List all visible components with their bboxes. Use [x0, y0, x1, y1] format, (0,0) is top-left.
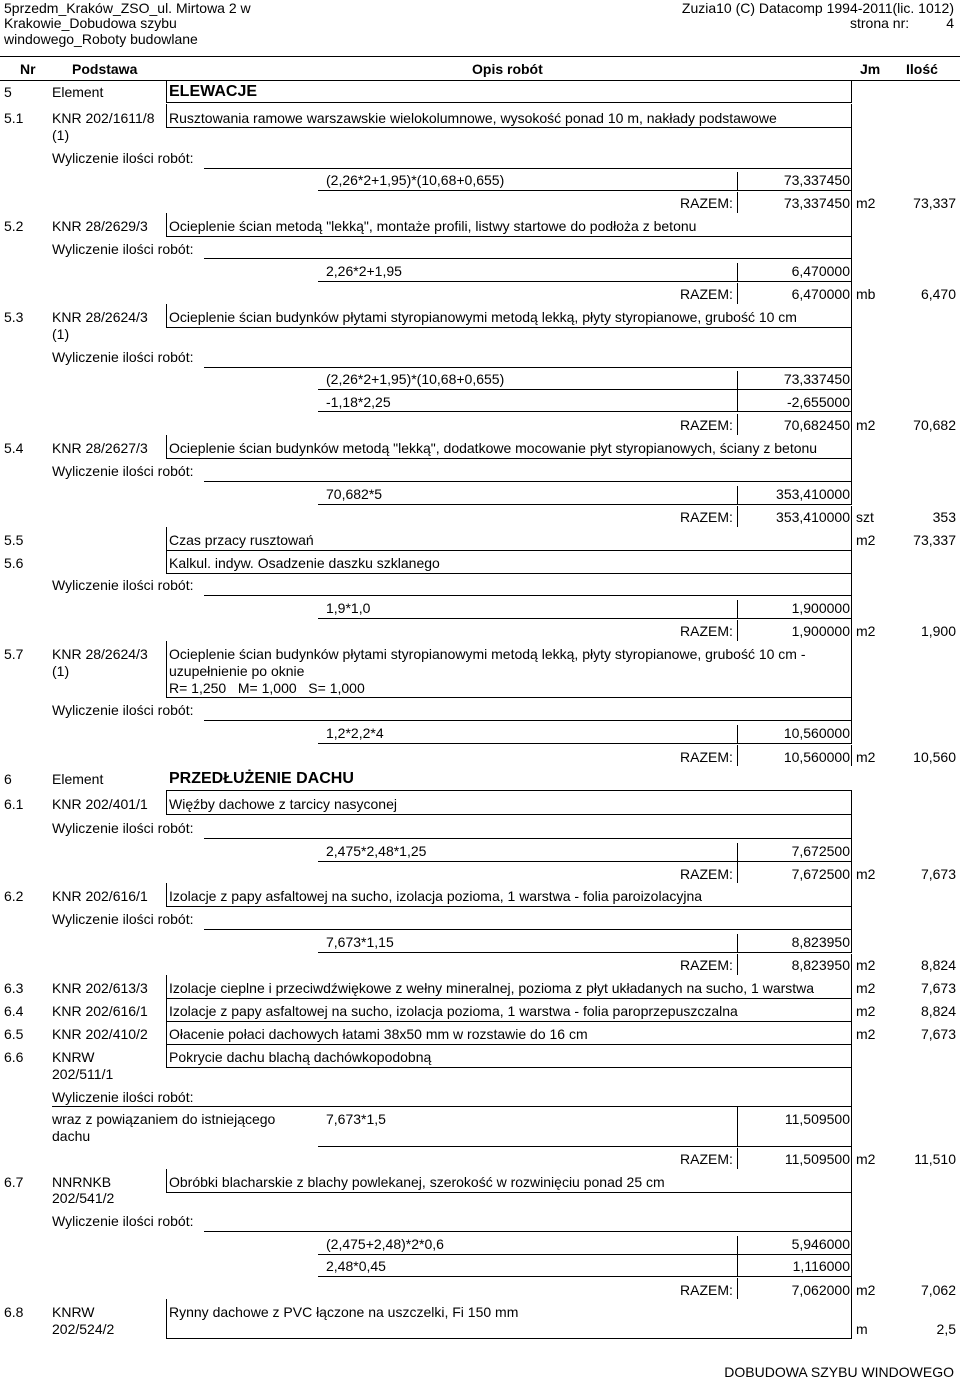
wyliczenie-label: Wyliczenie ilości robót:	[52, 150, 194, 166]
formula-value: 1,116000	[792, 1258, 850, 1274]
item-ilosc: 8,824	[920, 1003, 956, 1019]
separator	[851, 192, 852, 213]
formula: 2,48*0,45	[326, 1258, 386, 1274]
element-nr: 5	[4, 84, 12, 100]
separator	[166, 1299, 167, 1339]
separator	[166, 1192, 852, 1193]
separator	[166, 1067, 852, 1068]
separator	[737, 862, 738, 883]
separator	[737, 283, 738, 304]
item-opis: Pokrycie dachu blachą dachówkopodobną	[169, 1049, 432, 1065]
item-podstawa: KNR 202/1611/8	[52, 110, 155, 126]
item-ilosc: 1,900	[920, 623, 956, 639]
formula: 7,673*1,15	[326, 934, 394, 950]
separator	[318, 411, 852, 412]
formula: (2,26*2+1,95)*(10,68+0,655)	[326, 172, 505, 188]
separator	[166, 814, 852, 815]
formula: 7,673*1,5	[326, 1111, 386, 1127]
col-jm: Jm	[860, 61, 881, 77]
item-ilosc: 73,337	[913, 532, 956, 548]
item-jm: szt	[856, 509, 874, 525]
formula: (2,475+2,48)*2*0,6	[326, 1236, 444, 1252]
header-left-3: windowego_Roboty budowlane	[4, 31, 198, 47]
razem-label: RAZEM:	[680, 1151, 733, 1167]
header-top-rule	[0, 56, 960, 57]
separator	[737, 745, 738, 766]
separator	[851, 304, 852, 328]
separator	[166, 975, 167, 999]
separator	[166, 697, 852, 698]
item-podstawa-2: (1)	[52, 326, 70, 342]
separator	[851, 641, 852, 697]
separator	[851, 862, 852, 883]
col-opis: Opis robót	[472, 61, 543, 77]
separator	[737, 414, 738, 435]
formula-value: 73,337450	[783, 371, 850, 387]
separator	[851, 1022, 852, 1045]
page-number: 4	[946, 15, 954, 31]
separator	[737, 843, 738, 861]
separator	[166, 458, 852, 459]
separator	[166, 998, 852, 999]
item-opis: Więźby dachowe z tarcicy nasyconej	[169, 796, 397, 812]
razem-label: RAZEM:	[680, 509, 733, 525]
item-jm: m2	[856, 623, 876, 639]
separator	[851, 999, 852, 1022]
separator	[166, 883, 167, 907]
separator	[851, 213, 852, 237]
separator	[737, 172, 738, 190]
item-jm: m2	[856, 957, 876, 973]
item-nr: 6.7	[4, 1174, 24, 1190]
item-podstawa: NNRNKB	[52, 1174, 112, 1190]
wyliczenie-label: Wyliczenie ilości robót:	[52, 349, 194, 365]
separator	[851, 1193, 852, 1278]
formula-value: 10,560000	[783, 725, 850, 741]
formula: 70,682*5	[326, 486, 383, 502]
separator	[851, 80, 852, 103]
separator	[851, 791, 852, 815]
separator	[166, 551, 167, 574]
item-nr: 5.7	[4, 646, 24, 662]
separator	[166, 791, 167, 815]
separator	[318, 952, 852, 953]
separator	[737, 725, 738, 743]
item-jm: m2	[856, 1003, 876, 1019]
item-opis-2: uzupełnienie po oknie	[169, 663, 305, 679]
separator	[851, 128, 852, 192]
item-nr: 5.3	[4, 309, 24, 325]
separator	[851, 435, 852, 459]
col-ilosc: Ilość	[906, 61, 938, 77]
separator	[166, 641, 167, 697]
col-podstawa: Podstawa	[72, 61, 138, 77]
separator	[166, 304, 167, 328]
separator	[851, 459, 852, 505]
item-nr: 6.6	[4, 1049, 24, 1065]
wyliczenie-label: Wyliczenie ilości robót:	[52, 911, 194, 927]
razem-value: 7,062000	[791, 1282, 850, 1298]
separator	[318, 618, 852, 619]
wyliczenie-label: Wyliczenie ilości robót:	[52, 1213, 194, 1229]
wyliczenie-label: Wyliczenie ilości robót:	[52, 820, 194, 836]
separator	[851, 574, 852, 620]
item-podstawa: KNR 202/410/2	[52, 1026, 148, 1042]
formula-value: 1,900000	[791, 600, 850, 616]
item-jm: m	[856, 1321, 868, 1337]
separator	[737, 1278, 738, 1299]
item-nr: 5.1	[4, 110, 24, 126]
separator	[851, 104, 852, 128]
item-podstawa-2: 202/511/1	[52, 1066, 114, 1082]
separator	[166, 127, 852, 128]
formula-value: 6,470000	[791, 263, 850, 279]
separator	[851, 1068, 852, 1148]
separator	[851, 328, 852, 414]
formula-value: 5,946000	[791, 1236, 850, 1252]
separator	[166, 573, 852, 574]
formula-value: 11,509500	[784, 1111, 850, 1127]
separator	[737, 954, 738, 975]
separator	[851, 506, 852, 527]
formula: (2,26*2+1,95)*(10,68+0,655)	[326, 371, 505, 387]
footer-text: DOBUDOWA SZYBU WINDOWEGO	[724, 1364, 954, 1380]
separator	[737, 1107, 738, 1146]
item-nr: 6.5	[4, 1026, 24, 1042]
razem-value: 70,682450	[783, 417, 850, 433]
separator	[166, 104, 167, 128]
item-nr: 5.2	[4, 218, 24, 234]
item-podstawa: KNR 28/2627/3	[52, 440, 148, 456]
separator	[318, 190, 852, 191]
separator	[737, 371, 738, 411]
formula-value: 7,672500	[791, 843, 850, 859]
item-opis: Ocieplenie ścian metodą "lekką", montaże profili, listwy startowe do podłoża z betonu	[169, 218, 697, 234]
separator	[318, 1254, 852, 1255]
formula-value: 353,410000	[776, 486, 850, 502]
separator	[737, 600, 738, 618]
item-podstawa: KNR 202/616/1	[52, 1003, 148, 1019]
formula: 2,475*2,48*1,25	[326, 843, 427, 859]
separator	[851, 551, 852, 574]
formula: 1,2*2,2*4	[326, 725, 384, 741]
separator	[166, 527, 167, 551]
razem-value: 353,410000	[776, 509, 850, 525]
item-jm: m2	[856, 749, 876, 765]
wyliczenie-label: Wyliczenie ilości robót:	[52, 702, 194, 718]
razem-value: 1,900000	[791, 623, 850, 639]
item-podstawa-2: (1)	[52, 663, 70, 679]
separator	[737, 1148, 738, 1169]
item-jm: m2	[856, 980, 876, 996]
separator	[166, 1021, 852, 1022]
item-opis: Izolacje z papy asfaltowej na sucho, izolacja pozioma, 1 warstwa - folia paroizolacyjna	[169, 888, 703, 904]
page-number-label: strona nr:	[850, 15, 910, 31]
header-left-2: Krakowie_Dobudowa szybu	[4, 15, 177, 31]
separator	[851, 414, 852, 435]
item-opis: Rusztowania ramowe warszawskie wielokolumnowe, wysokość ponad 10 m, nakłady podstawowe	[169, 110, 777, 126]
formula: 1,9*1,0	[326, 600, 371, 616]
separator	[318, 1276, 852, 1277]
item-ilosc: 11,510	[914, 1151, 956, 1167]
item-opis: Ołacenie połaci dachowych łatami 38x50 mm w rozstawie do 16 cm	[169, 1026, 588, 1042]
item-jm: m2	[856, 195, 876, 211]
item-nr: 6.4	[4, 1003, 24, 1019]
formula-value: 8,823950	[791, 934, 850, 950]
separator	[851, 883, 852, 907]
item-jm: m2	[856, 1151, 876, 1167]
item-jm: m2	[856, 866, 876, 882]
item-opis: Kalkul. indyw. Osadzenie daszku szklanego	[169, 555, 440, 571]
item-opis-3: R= 1,250 M= 1,000 S= 1,000	[169, 680, 365, 696]
item-opis: Izolacje z papy asfaltowej na sucho, izolacja pozioma, 1 warstwa - folia paroprzepuszczalna	[169, 1003, 738, 1019]
item-podstawa-2: (1)	[52, 127, 70, 143]
separator	[851, 1148, 852, 1169]
separator	[204, 367, 852, 368]
formula-value: 73,337450	[783, 172, 850, 188]
item-podstawa-2: 202/524/2	[52, 1321, 115, 1337]
item-opis: Ocieplenie ścian budynków płytami styropianowymi metodą lekką, płyty styropianowe, grubość 10 cm -	[169, 646, 806, 662]
element-label: Element	[52, 84, 104, 100]
header-left-1: 5przedm_Kraków_ZSO_ul. Mirtowa 2 w	[4, 0, 251, 16]
item-podstawa-2: 202/541/2	[52, 1190, 115, 1206]
razem-label: RAZEM:	[680, 866, 733, 882]
razem-value: 7,672500	[791, 866, 850, 882]
separator	[166, 213, 167, 237]
item-opis: Czas przacy rusztowań	[169, 532, 314, 548]
razem-value: 10,560000	[783, 749, 850, 765]
item-ilosc: 7,673	[920, 866, 956, 882]
separator	[851, 527, 852, 551]
separator	[204, 258, 852, 259]
separator	[166, 1022, 167, 1045]
separator	[737, 263, 738, 281]
col-nr: Nr	[20, 61, 36, 77]
razem-value: 73,337450	[783, 195, 850, 211]
item-jm: m2	[856, 1282, 876, 1298]
formula: -1,18*2,25	[326, 394, 391, 410]
separator	[204, 929, 852, 930]
item-ilosc: 70,682	[913, 417, 956, 433]
separator	[851, 283, 852, 304]
item-nr: 6.8	[4, 1304, 24, 1320]
item-jm: m2	[856, 417, 876, 433]
header-right-1: Zuzia10 (C) Datacomp 1994-2011(lic. 1012)	[681, 0, 954, 16]
separator	[737, 486, 738, 504]
razem-label: RAZEM:	[680, 417, 733, 433]
item-ilosc: 8,824	[920, 957, 956, 973]
wyliczenie-label: Wyliczenie ilości robót:	[52, 463, 194, 479]
separator	[318, 389, 852, 390]
item-nr: 6.1	[4, 796, 24, 812]
separator	[166, 327, 852, 328]
razem-label: RAZEM:	[680, 1282, 733, 1298]
item-ilosc: 7,673	[920, 980, 956, 996]
separator	[166, 790, 852, 791]
razem-value: 11,509500	[784, 1151, 850, 1167]
item-podstawa: KNRW	[52, 1049, 95, 1065]
formula-value: -2,655000	[786, 394, 850, 410]
separator	[851, 1278, 852, 1299]
item-jm: m2	[856, 532, 876, 548]
item-podstawa: KNRW	[52, 1304, 95, 1320]
element-label: Element	[52, 771, 104, 787]
separator	[851, 745, 852, 766]
separator	[851, 907, 852, 953]
separator	[737, 192, 738, 213]
item-ilosc: 7,062	[920, 1282, 956, 1298]
separator	[204, 720, 852, 721]
razem-value: 6,470000	[791, 286, 850, 302]
separator	[204, 481, 852, 482]
item-ilosc: 2,5	[936, 1321, 956, 1337]
separator	[166, 1338, 852, 1339]
separator	[52, 1106, 852, 1107]
item-note: wraz z powiązaniem do istniejącego	[52, 1111, 276, 1127]
separator	[851, 1169, 852, 1193]
item-jm: mb	[856, 286, 876, 302]
separator	[166, 80, 167, 103]
separator	[318, 743, 852, 744]
separator	[851, 954, 852, 975]
item-ilosc: 353	[932, 509, 956, 525]
item-nr: 6.3	[4, 980, 24, 996]
item-nr: 5.6	[4, 555, 24, 571]
item-nr: 5.4	[4, 440, 24, 456]
item-ilosc: 6,470	[920, 286, 956, 302]
razem-label: RAZEM:	[680, 286, 733, 302]
formula: 2,26*2+1,95	[326, 263, 402, 279]
wyliczenie-label: Wyliczenie ilości robót:	[52, 1089, 194, 1105]
separator	[166, 1169, 167, 1193]
element-nr: 6	[4, 771, 12, 787]
separator	[851, 237, 852, 283]
separator	[166, 102, 852, 103]
separator	[204, 1231, 852, 1232]
razem-label: RAZEM:	[680, 957, 733, 973]
razem-value: 8,823950	[791, 957, 850, 973]
wyliczenie-label: Wyliczenie ilości robót:	[52, 577, 194, 593]
item-podstawa: KNR 202/401/1	[52, 796, 148, 812]
element-title: ELEWACJE	[169, 83, 258, 100]
item-ilosc: 10,560	[913, 749, 956, 765]
item-opis: Obróbki blacharskie z blachy powlekanej, szerokość w rozwinięciu ponad 25 cm	[169, 1174, 665, 1190]
item-podstawa: KNR 28/2629/3	[52, 218, 148, 234]
razem-label: RAZEM:	[680, 623, 733, 639]
item-opis: Ocieplenie ścian budynków metodą "lekką", dodatkowe mocowanie płyt styropianowych, ściany z betonu	[169, 440, 818, 456]
element-title: PRZEDŁUŻENIE DACHU	[169, 770, 354, 787]
item-opis: Rynny dachowe z PVC łączone na uszczelki, Fi 150 mm	[169, 1304, 519, 1320]
item-podstawa: KNR 28/2624/3	[52, 646, 148, 662]
razem-label: RAZEM:	[680, 195, 733, 211]
separator	[851, 698, 852, 744]
item-nr: 6.2	[4, 888, 24, 904]
separator	[204, 838, 852, 839]
separator	[318, 281, 852, 282]
separator	[737, 934, 738, 952]
item-opis: Ocieplenie ścian budynków płytami styropianowymi metodą lekką, płyty styropianowe, grubość 10 cm	[169, 309, 797, 325]
separator	[204, 168, 852, 169]
item-podstawa: KNR 28/2624/3	[52, 309, 148, 325]
separator	[166, 906, 852, 907]
separator	[166, 1045, 167, 1068]
item-jm: m2	[856, 1026, 876, 1042]
separator	[851, 1299, 852, 1339]
item-ilosc: 7,673	[920, 1026, 956, 1042]
separator	[737, 620, 738, 641]
separator	[737, 506, 738, 527]
separator	[851, 815, 852, 861]
separator	[851, 1045, 852, 1068]
separator	[851, 620, 852, 641]
separator	[851, 975, 852, 999]
razem-label: RAZEM:	[680, 749, 733, 765]
item-ilosc: 73,337	[913, 195, 956, 211]
separator	[318, 1146, 852, 1147]
separator	[166, 435, 167, 459]
item-podstawa: KNR 202/616/1	[52, 888, 148, 904]
separator	[166, 550, 852, 551]
separator	[204, 595, 852, 596]
wyliczenie-label: Wyliczenie ilości robót:	[52, 241, 194, 257]
separator	[166, 999, 167, 1022]
separator	[318, 504, 852, 505]
item-podstawa: KNR 202/613/3	[52, 980, 148, 996]
separator	[166, 1044, 852, 1045]
item-opis: Izolacje cieplne i przeciwdźwiękowe z wełny mineralnej, pozioma z płyt układanych na sucho, 1 warstwa	[169, 980, 815, 996]
header-bottom-rule	[0, 80, 960, 81]
separator	[737, 1236, 738, 1276]
item-note-2: dachu	[52, 1128, 91, 1144]
separator	[166, 236, 852, 237]
separator	[318, 861, 852, 862]
item-nr: 5.5	[4, 532, 24, 548]
